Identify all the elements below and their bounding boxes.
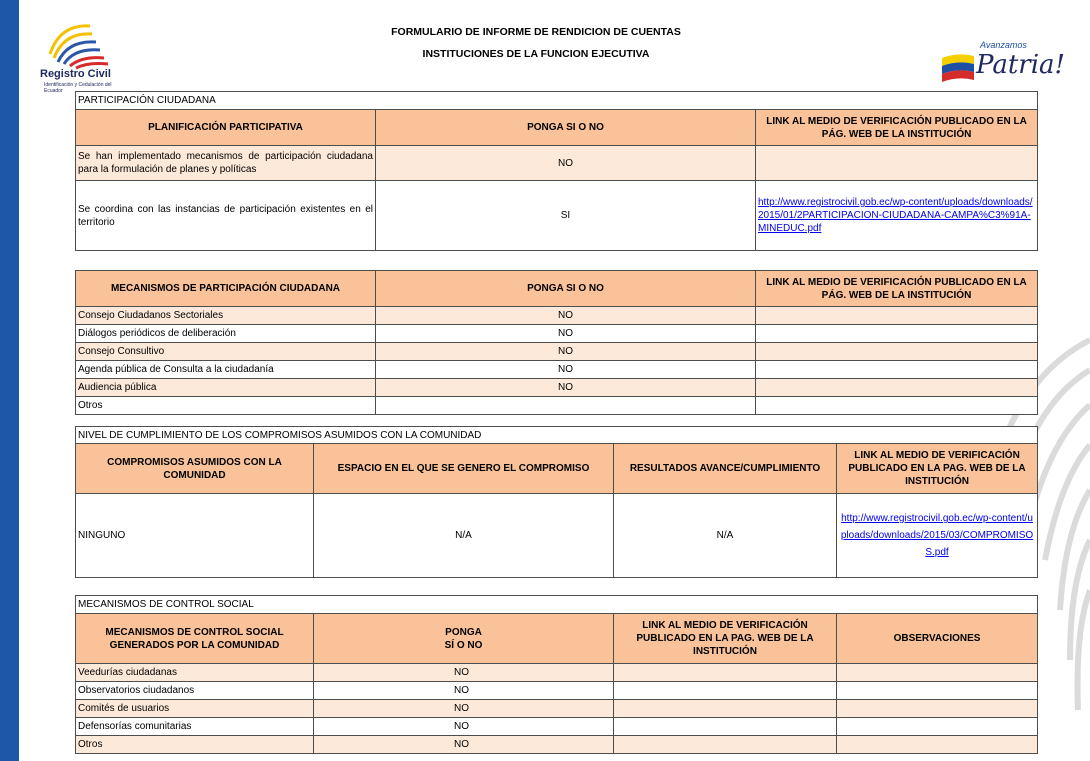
row-value: N/A [314,494,614,578]
row-label: Se coordina con las instancias de participación existentes en el territorio [76,181,376,251]
row-observaciones [837,718,1038,736]
column-header: PONGA SI O NO [376,110,756,146]
row-value: NO [376,361,756,379]
logo-right-top-text: Avanzamos [980,40,1027,50]
page-subtitle: INSTITUCIONES DE LA FUNCION EJECUTIVA [422,48,650,60]
row-label: Otros [76,397,376,415]
row-link [614,664,837,682]
logo-left-text: Registro Civil [40,68,111,80]
page-title: FORMULARIO DE INFORME DE RENDICION DE CUENTAS [391,26,681,38]
column-header: MECANISMOS DE PARTICIPACIÓN CIUDADANA [76,271,376,307]
section-title: MECANISMOS DE CONTROL SOCIAL [76,596,1038,614]
row-observaciones [837,682,1038,700]
column-header: RESULTADOS AVANCE/CUMPLIMIENTO [614,444,837,494]
row-link [614,682,837,700]
row-observaciones [837,700,1038,718]
column-header: PONGA SI O NO [376,271,756,307]
column-header: LINK AL MEDIO DE VERIFICACIÓN PUBLICADO EN LA PAG. WEB DE LA INSTITUCIÓN [614,614,837,664]
control-social-table [75,595,1038,754]
column-header: PLANIFICACIÓN PARTICIPATIVA [76,110,376,146]
row-value: NO [314,700,614,718]
row-value: NO [376,379,756,397]
logo-left-subtext: Identificación y Cedulación del Ecuador [44,82,112,94]
column-header: MECANISMOS DE CONTROL SOCIAL GENERADOS POR LA COMUNIDAD [76,614,314,664]
row-link [756,146,1038,181]
row-value: NO [376,146,756,181]
row-link [614,736,837,754]
row-value: NO [314,664,614,682]
logo-right-text: Patria! [976,50,1065,80]
row-label: Otros [76,736,314,754]
row-value: NO [314,736,614,754]
row-label: Agenda pública de Consulta a la ciudadanía [76,361,376,379]
column-header: LINK AL MEDIO DE VERIFICACIÓN PUBLICADO EN LA PÁG. WEB DE LA INSTITUCIÓN [756,271,1038,307]
row-value: NO [314,682,614,700]
mecanismos-participacion-table [75,270,1038,415]
row-link [756,343,1038,361]
row-label: Consejo Consultivo [76,343,376,361]
compromisos-table [75,426,1038,578]
row-value: NO [314,718,614,736]
row-value: NO [376,307,756,325]
row-value: NO [376,325,756,343]
row-link [756,379,1038,397]
row-value [376,397,756,415]
row-label: Consejo Ciudadanos Sectoriales [76,307,376,325]
row-value: NO [376,343,756,361]
planificacion-table [75,91,1038,251]
row-link [614,718,837,736]
row-label: Diálogos periódicos de deliberación [76,325,376,343]
row-label: Comités de usuarios [76,700,314,718]
section-title: NIVEL DE CUMPLIMIENTO DE LOS COMPROMISOS ASUMIDOS CON LA COMUNIDAD [76,427,1038,444]
row-label: Observatorios ciudadanos [76,682,314,700]
column-header: COMPROMISOS ASUMIDOS CON LA COMUNIDAD [76,444,314,494]
row-label: Veedurías ciudadanas [76,664,314,682]
row-value: SI [376,181,756,251]
row-label: Audiencia pública [76,379,376,397]
fingerprint-icon [30,14,120,70]
row-label: Se han implementado mecanismos de participación ciudadana para la formulación de planes y políticas [76,146,376,181]
row-label: NINGUNO [76,494,314,578]
row-value: N/A [614,494,837,578]
row-link [614,700,837,718]
row-observaciones [837,736,1038,754]
row-label: Defensorías comunitarias [76,718,314,736]
column-header: ESPACIO EN EL QUE SE GENERO EL COMPROMISO [314,444,614,494]
row-link [756,307,1038,325]
row-link [756,397,1038,415]
column-header: LINK AL MEDIO DE VERIFICACIÓN PUBLICADO EN LA PÁG. WEB DE LA INSTITUCIÓN [756,110,1038,146]
row-link [756,361,1038,379]
column-header: PONGA SÍ O NO [314,614,614,664]
column-header: LINK AL MEDIO DE VERIFICACIÓN PUBLICADO EN LA PAG. WEB DE LA INSTITUCIÓN [837,444,1038,494]
column-header: OBSERVACIONES [837,614,1038,664]
verification-link[interactable]: http://www.registrocivil.gob.ec/wp-content/uploads/downloads/2015/03/COMPROMISOS.pdf [840,513,1034,558]
verification-link[interactable]: http://www.registrocivil.gob.ec/wp-content/uploads/downloads/2015/01/2PARTICIPACION-CIUDADANA-CAMPA%C3%91A-MINEDUC.pdf [758,197,1033,234]
row-link [756,325,1038,343]
left-accent-bar [0,0,19,761]
row-observaciones [837,664,1038,682]
section-title: PARTICIPACIÓN CIUDADANA [76,92,1038,110]
